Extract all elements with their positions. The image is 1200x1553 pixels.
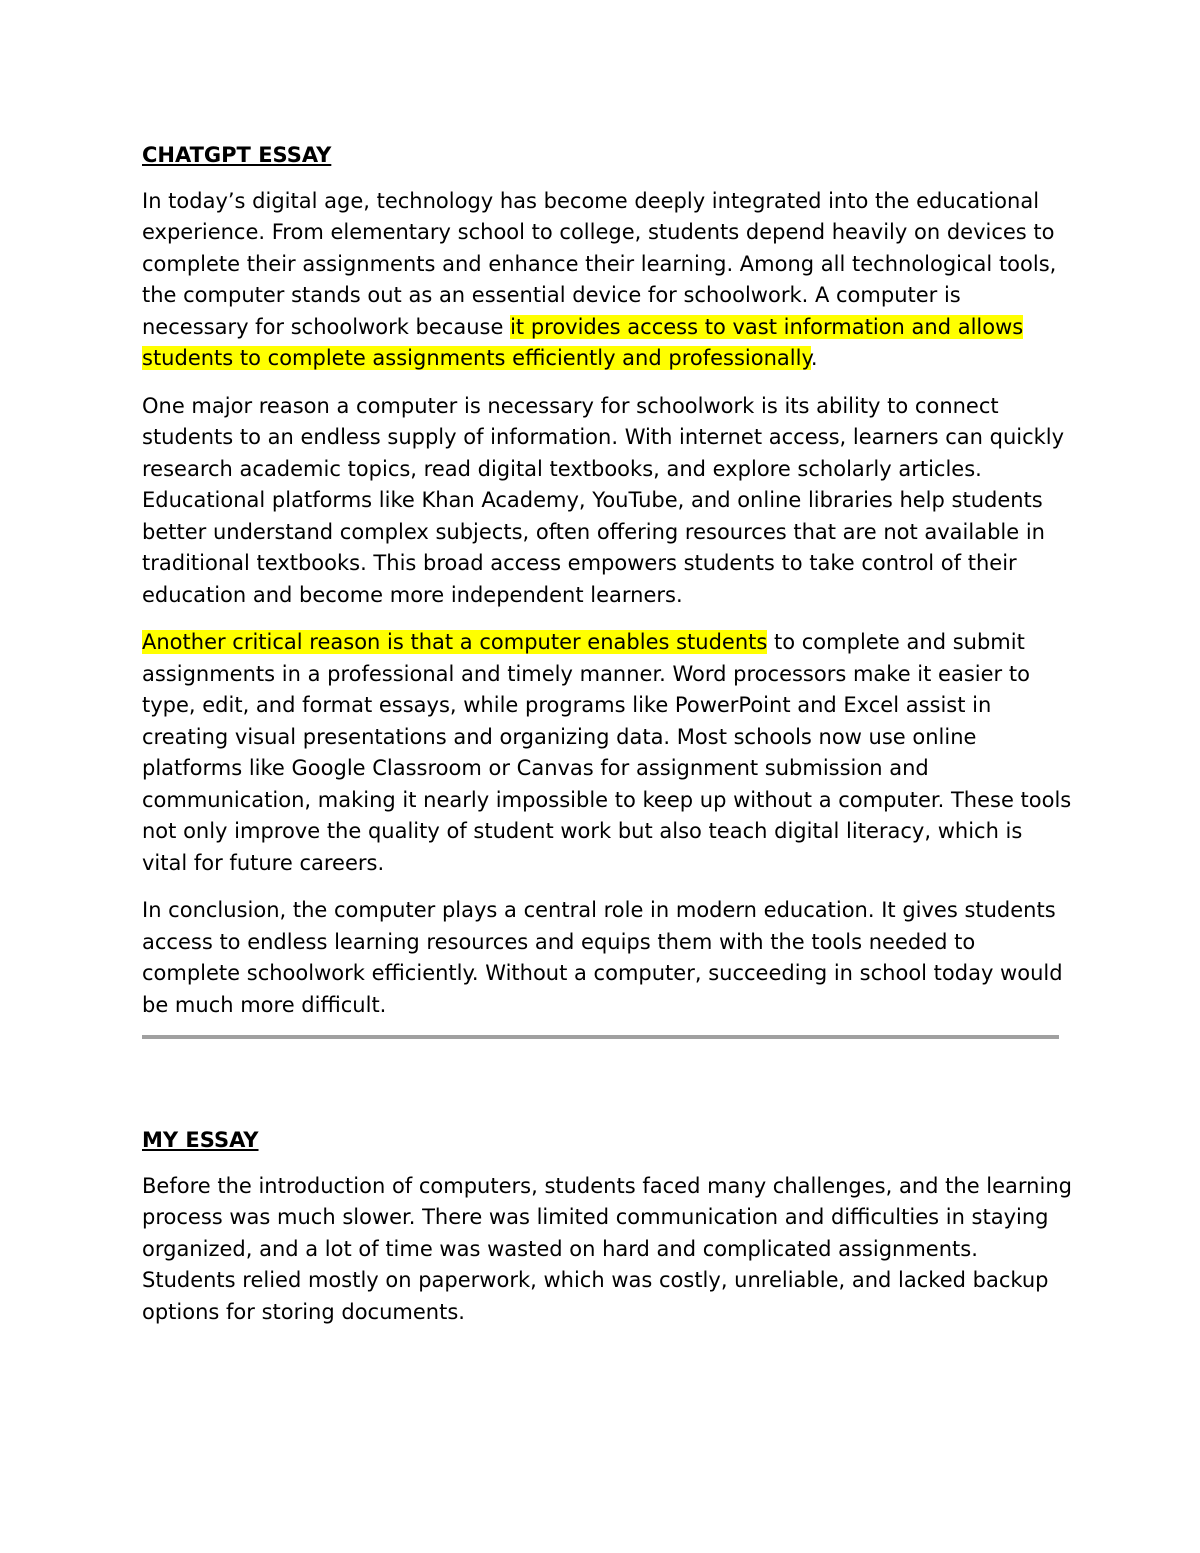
chatgpt-essay-body-paragraph-1: One major reason a computer is necessary for schoolwork is its ability to connect students to an endless supply of information. With internet access, learners can quickly research academic topics, read digital textbooks, and explore scholarly articles. Educational platforms like Khan Academy, YouTube, and online libraries help students better understand complex subjects, often offering resources that are not available in traditional textbooks. This broad access empowers students to take control of their education and become more independent learners. [142, 393, 1065, 607]
chatgpt-essay-conclusion-paragraph: In conclusion, the computer plays a central role in modern education. It gives students access to endless learning resources and equips them with the tools needed to complete schoolwork efficiently. Without a computer, succeeding in school today would be much more difficult. [142, 898, 1063, 1017]
document-page [142, 140, 1072, 1344]
intro-text: In today’s digital age, technology has become deeply integrated into the educational experience. From elementary school to college, students depend heavily on devices to complete their assignments and enhance their learning. Among all technological tools, the computer stands out as an essential device for schoolwork. A computer is necessary for schoolwork because [142, 188, 1057, 339]
body-2-text: to complete and submit assignments in a professional and timely manner. Word processors make it easier to type, edit, and format essays, while programs like PowerPoint and Excel assist in creating visual presentations and organizing data. Most schools now use online platforms like Google Classroom or Canvas for assignment submission and communication, making it nearly impossible to keep up without a computer. These tools not only improve the quality of student work but also teach digital literacy, which is vital for future careers. [142, 630, 1072, 875]
my-essay-heading: MY ESSAY [142, 1128, 259, 1152]
topic-sentence-highlight: Another critical reason is that a computer enables students [142, 630, 768, 654]
chatgpt-essay-body-paragraph-2 [142, 627, 1072, 879]
chatgpt-essay-intro-paragraph [142, 186, 1072, 375]
intro-end: . [810, 346, 818, 370]
my-essay-paragraph-1: Before the introduction of computers, students faced many challenges, and the learning process was much slower. There was limited communication and difficulties in staying organized, and a lot of time was wasted on hard and complicated assignments. Students relied mostly on paperwork, which was costly, unreliable, and lacked backup options for storing documents. [142, 1173, 1072, 1324]
thesis-highlight: it provides access to vast information and allows students to complete assignments efficiently and professionally [142, 314, 1024, 370]
blank-space [142, 1039, 1072, 1125]
chatgpt-essay-heading: CHATGPT ESSAY [142, 143, 332, 167]
